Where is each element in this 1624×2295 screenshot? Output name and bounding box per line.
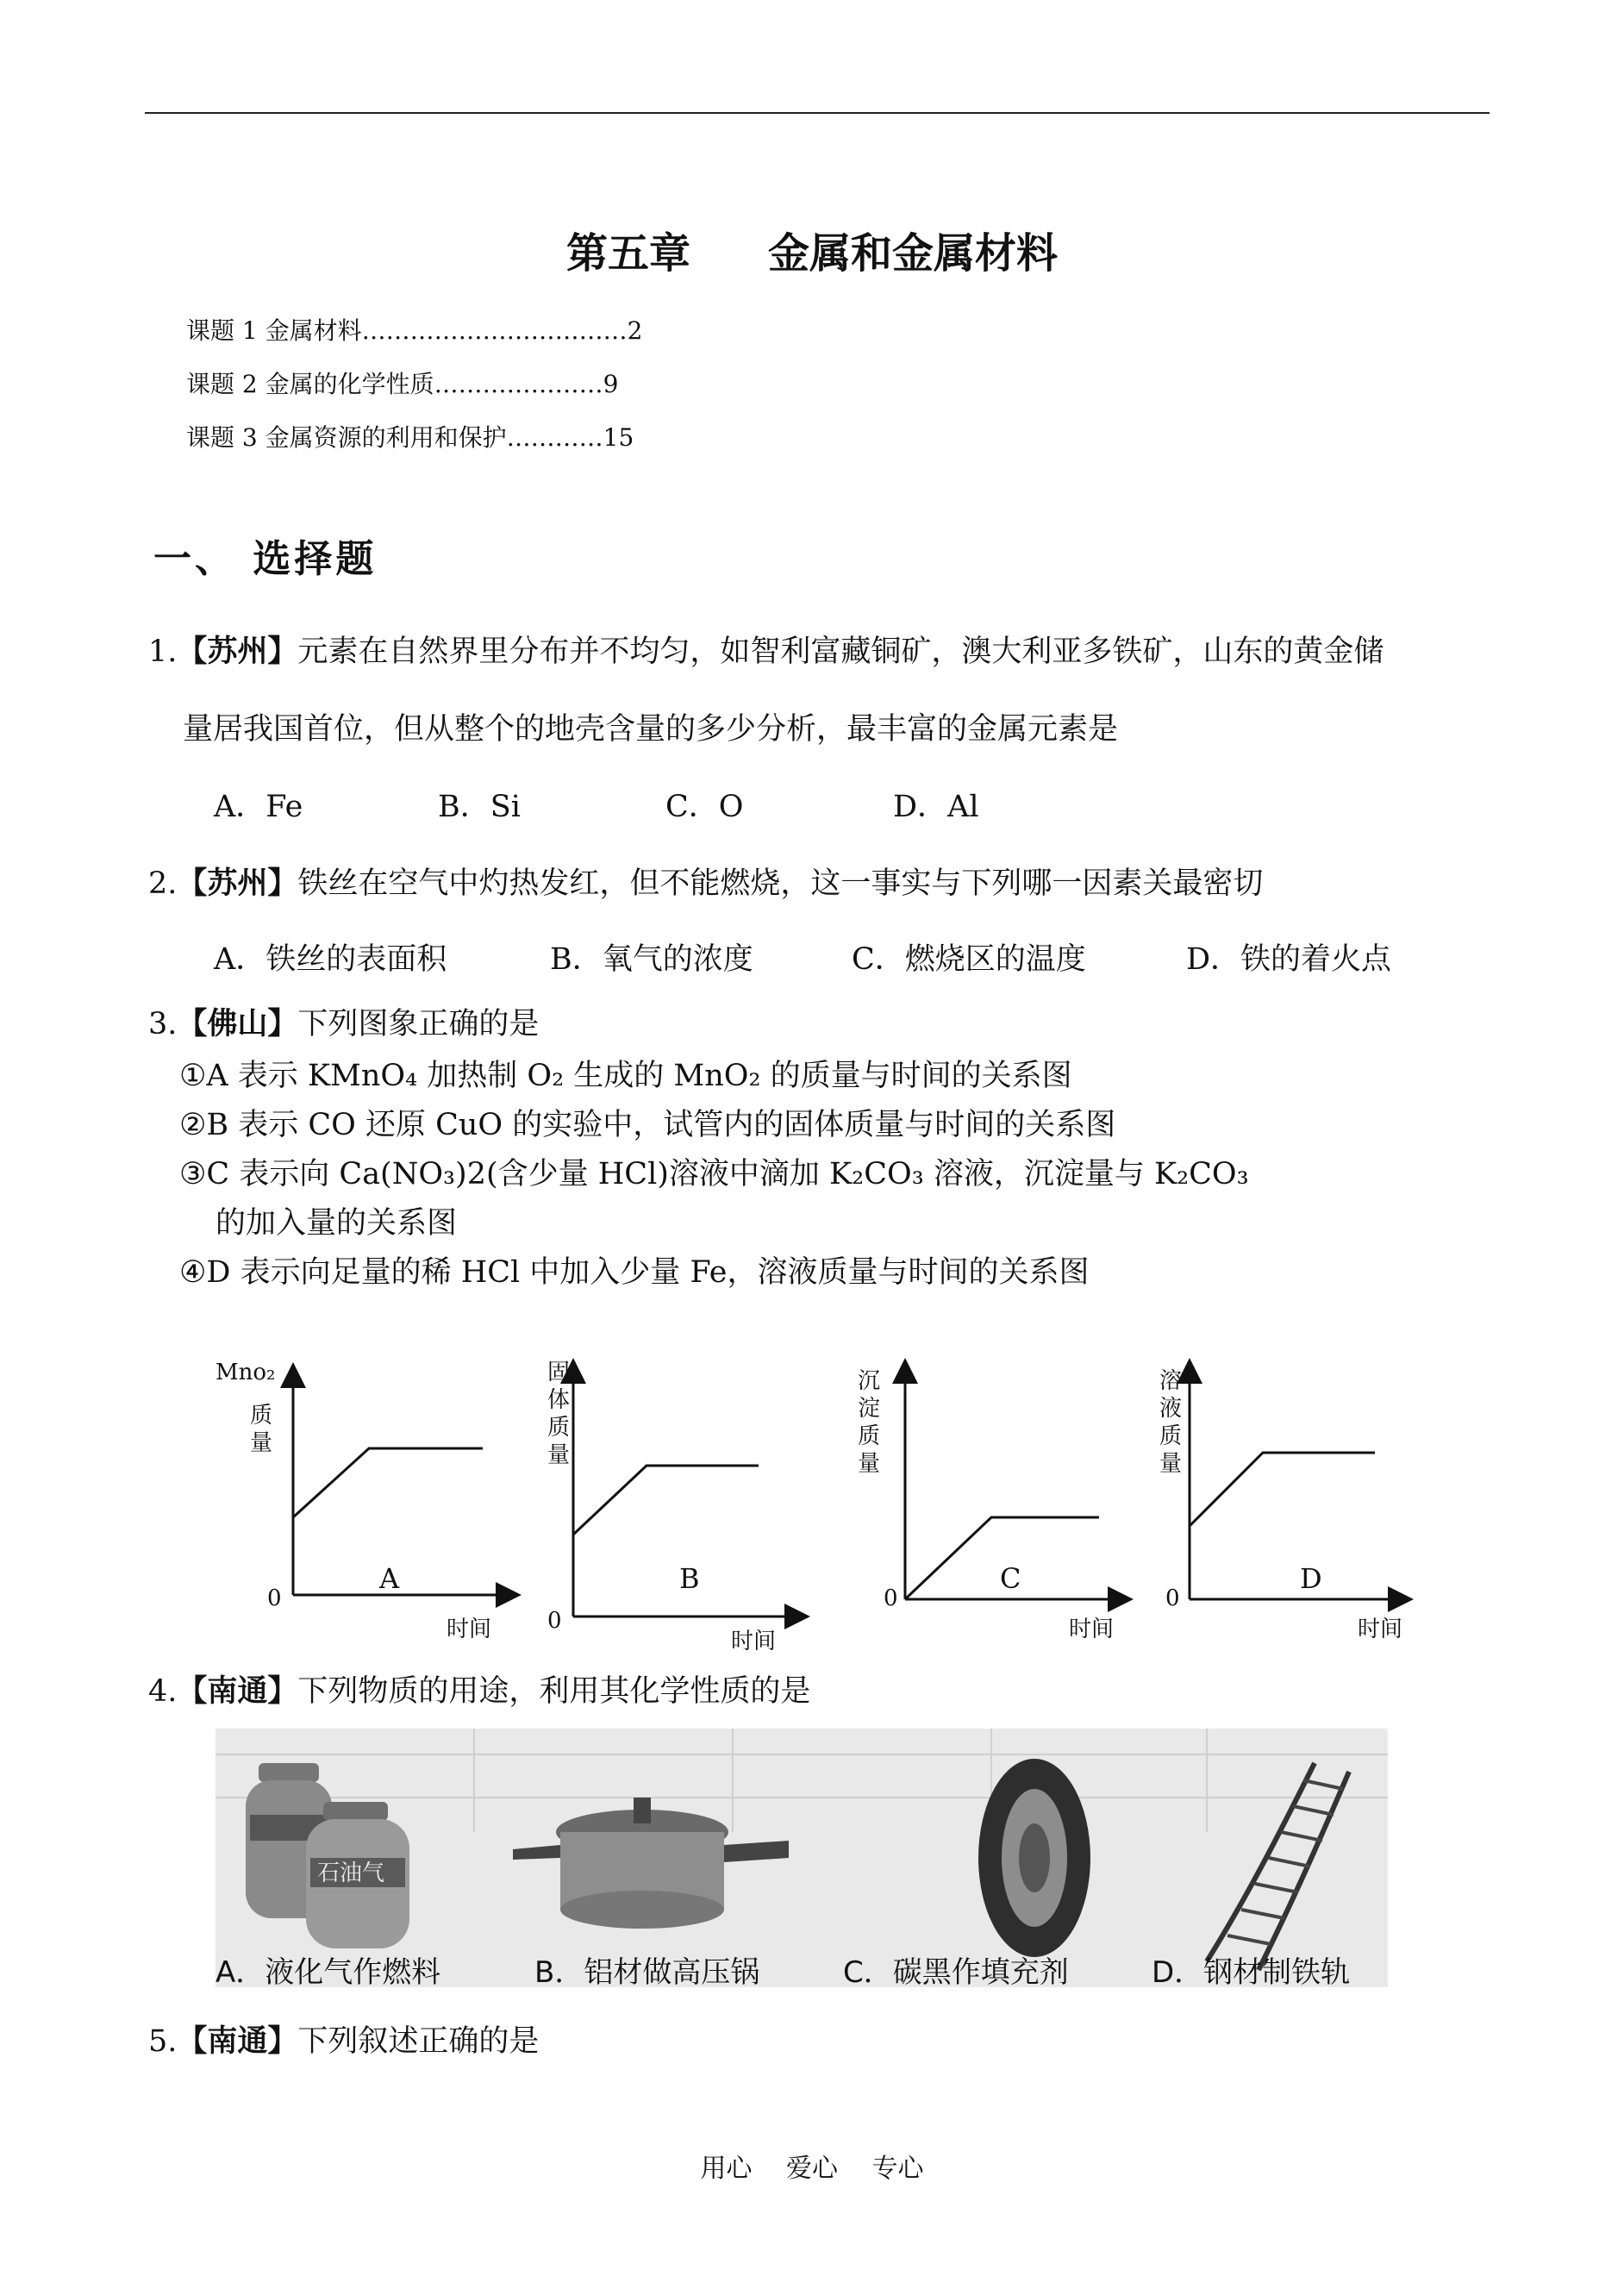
graph-d-xlabel: 时间 [1358, 1617, 1403, 1642]
graph-d-ylabel-2: 液 [1159, 1396, 1183, 1422]
tyre-icon [978, 1759, 1090, 1957]
graph-b-curve [573, 1466, 759, 1535]
graph-c-ylabel-3: 质 [858, 1423, 881, 1449]
q1-option-a[interactable]: A．Fe [214, 790, 303, 824]
graph-c-letter: C [1000, 1562, 1021, 1595]
page-title [0, 220, 1624, 279]
toc-item[interactable]: 课题 3 金属资源的利用和保护…………15 [186, 423, 634, 452]
q3-item-3: ③C 表示向 Ca(NO₃)2(含少量 HCl)溶液中滴加 K₂CO₃ 溶液，沉淀量与 K₂CO₃ [179, 1157, 1249, 1191]
graph-a-letter: A [379, 1562, 400, 1595]
q3-item-4: ④D 表示向足量的稀 HCl 中加入少量 Fe，溶液质量与时间的关系图 [179, 1255, 1090, 1290]
q3-graphs [207, 1354, 1500, 1655]
page-footer: 用心 爱心 专心 [700, 2154, 924, 2184]
rail-track-icon [1207, 1763, 1349, 1970]
graph-b-ylabel-3: 质 [547, 1415, 571, 1441]
graph-c-origin: 0 [884, 1585, 898, 1611]
chapter-number: 第五章 [565, 229, 690, 278]
graph-d-curve [1190, 1453, 1375, 1526]
graph-b-ylabel-2: 体 [547, 1387, 571, 1413]
graph-b-ylabel-1: 固 [547, 1360, 571, 1385]
question-2: 2.【苏州】铁丝在空气中灼热发红，但不能燃烧，这一事实与下列哪一因素关最密切 [148, 866, 1264, 901]
header-rule [145, 112, 1490, 114]
q4-option-d[interactable]: D．钢材制铁轨 [1152, 1955, 1351, 1990]
gas-tank-icon [246, 1763, 409, 1948]
question-1-cont: 量居我国首位，但从整个的地壳含量的多少分析，最丰富的金属元素是 [183, 712, 1119, 747]
graph-a-xlabel: 时间 [447, 1617, 492, 1642]
graph-d-ylabel-1: 溶 [1159, 1368, 1183, 1394]
graph-a-ylabel-3: 量 [250, 1430, 273, 1456]
graph-d-letter: D [1300, 1562, 1322, 1595]
graph-a-origin: 0 [267, 1585, 282, 1611]
tank-label: 石油气 [317, 1860, 385, 1886]
graph-a-curve [293, 1448, 483, 1517]
q3-item-2: ②B 表示 CO 还原 CuO 的实验中，试管内的固体质量与时间的关系图 [179, 1108, 1116, 1142]
q4-option-b[interactable]: B．铝材做高压锅 [534, 1955, 760, 1990]
chapter-name: 金属和金属材料 [768, 229, 1059, 278]
toc-item[interactable]: 课题 1 金属材料……………………………2 [186, 316, 643, 345]
q4-image-panel [215, 1729, 1388, 1990]
q4-option-a[interactable]: A．液化气作燃料 [215, 1955, 441, 1990]
question-4: 4.【南通】下列物质的用途，利用其化学性质的是 [148, 1674, 811, 1709]
q1-option-b[interactable]: B．Si [438, 790, 521, 824]
q2-option-c[interactable]: C．燃烧区的温度 [852, 942, 1086, 977]
q1-option-d[interactable]: D．Al [893, 790, 979, 824]
q2-option-a[interactable]: A．铁丝的表面积 [214, 942, 447, 977]
graph-b-ylabel-4: 量 [547, 1442, 571, 1468]
graph-d-origin: 0 [1165, 1585, 1180, 1611]
graph-a-ylabel-2: 质 [250, 1403, 273, 1429]
graph-c-ylabel-4: 量 [858, 1451, 881, 1477]
question-1: 1.【苏州】元素在自然界里分布并不均匀，如智利富藏铜矿，澳大利亚多铁矿，山东的黄金储 [148, 635, 1384, 669]
q4-option-c[interactable]: C．碳黑作填充剂 [843, 1955, 1069, 1990]
q3-item-3-cont: 的加入量的关系图 [215, 1206, 458, 1241]
graph-b-letter: B [679, 1562, 700, 1595]
q2-option-d[interactable]: D．铁的着火点 [1186, 942, 1392, 977]
pressure-cooker-icon [513, 1798, 789, 1929]
graph-a-ylabel-1: Mno₂ [215, 1360, 276, 1385]
question-3: 3.【佛山】下列图象正确的是 [148, 1007, 540, 1041]
graph-b-xlabel: 时间 [731, 1629, 777, 1654]
q1-option-c[interactable]: C．O [665, 790, 744, 824]
graph-c-xlabel: 时间 [1069, 1617, 1115, 1642]
q2-option-b[interactable]: B．氧气的浓度 [550, 942, 753, 977]
toc-item[interactable]: 课题 2 金属的化学性质…………………9 [186, 370, 619, 398]
q3-item-1: ①A 表示 KMnO₄ 加热制 O₂ 生成的 MnO₂ 的质量与时间的关系图 [179, 1059, 1072, 1093]
graph-b-origin: 0 [547, 1608, 562, 1634]
question-5: 5.【南通】下列叙述正确的是 [148, 2024, 540, 2059]
graph-d-ylabel-3: 质 [1159, 1423, 1183, 1449]
graph-c-ylabel-2: 淀 [858, 1396, 881, 1422]
section-heading: 一、 选择题 [153, 537, 378, 581]
graph-d-ylabel-4: 量 [1159, 1451, 1183, 1477]
graph-c-ylabel-1: 沉 [858, 1368, 881, 1394]
